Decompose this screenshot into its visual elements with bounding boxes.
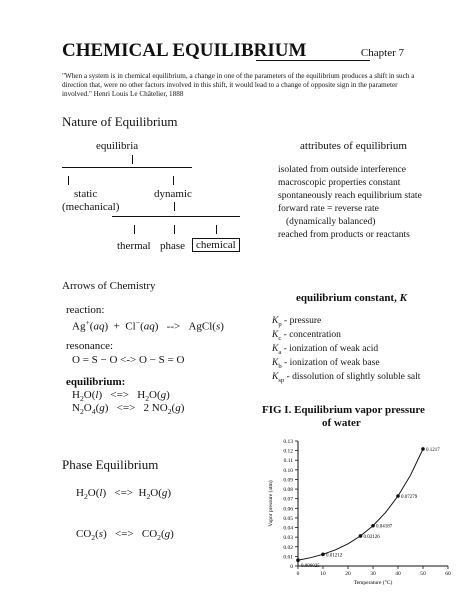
mechanical-label: (mechanical) <box>62 201 120 213</box>
data-point <box>396 494 400 498</box>
constant-item: $K_a$ - ionization of weak acid <box>272 344 379 356</box>
reaction-label: reaction: <box>66 304 105 316</box>
tree-connector <box>173 176 174 185</box>
y-tick-label: 0.04 <box>283 525 293 532</box>
figure-caption: FIG I. Equilibrium vapor pressure <box>262 404 425 416</box>
tree-branch-line <box>112 216 240 217</box>
constant-item: $K_b$ - ionization of weak base <box>272 358 380 370</box>
data-point <box>296 558 300 562</box>
y-axis-label: Vapor pressure (atm) <box>268 480 274 527</box>
tree-connector <box>174 202 175 211</box>
equilibria-label: equilibria <box>96 140 139 152</box>
x-tick-label: 50 <box>420 571 426 577</box>
y-tick-label: 0.12 <box>283 448 293 455</box>
tree-branch-line <box>62 167 192 168</box>
resonance-label: resonance: <box>66 340 114 352</box>
static-label: static <box>74 188 98 200</box>
data-label: 0.07279 <box>401 495 418 501</box>
x-tick-label: 0 <box>296 571 300 577</box>
dynamic-label: dynamic <box>154 188 192 200</box>
attributes-heading: attributes of equilibrium <box>300 140 407 152</box>
data-label: 0.03126 <box>363 534 380 540</box>
title-rule <box>256 60 370 61</box>
arrows-heading: Arrows of Chemistry <box>62 280 156 292</box>
attribute-item: forward rate = reverse rate <box>278 204 379 214</box>
x-tick-label: 10 <box>320 571 326 577</box>
data-label: 0.006025 <box>301 564 320 570</box>
tree-connector <box>134 225 135 234</box>
attribute-item: spontaneously reach equilibrium state <box>278 191 422 201</box>
phase-equation: $H_2O(l)$ <=> $H_2O(g)$ <box>76 487 172 502</box>
y-tick-label: 0.05 <box>283 515 293 522</box>
data-point <box>359 534 363 538</box>
data-point <box>321 553 325 557</box>
le-chatelier-quote: "When a system is in chemical equilibrium, a change in one of the parameters of the equilibrium produces a shift in such a direction that, were no other factors involved in this shift, it would lead to a change of opposite sign in the parameter involved." Henri Louis Le Châtelier, 1888 <box>62 72 415 98</box>
equilibrium-label: equilibrium: <box>66 376 126 388</box>
phase-heading: Phase Equilibrium <box>62 457 159 472</box>
resonance-equation: O = S − O <-> O − S = O <box>72 354 185 366</box>
y-tick-label: 0.09 <box>283 477 293 484</box>
data-label: 0.01212 <box>326 553 343 559</box>
nature-heading: Nature of Equilibrium <box>62 114 178 129</box>
attribute-item: macroscopic properties constant <box>278 178 401 188</box>
chemical-label: chemical <box>192 238 240 252</box>
chapter-label: Chapter 7 <box>360 47 404 59</box>
constant-item: $K_p$ - pressure <box>272 316 322 328</box>
data-label: 0.1217 <box>426 447 440 453</box>
x-tick-label: 20 <box>345 571 351 577</box>
vapor-pressure-chart <box>258 436 458 586</box>
y-tick-label: 0.06 <box>283 506 293 513</box>
constant-item: $K_{sp}$ - dissolution of slightly soluble salt <box>272 372 421 384</box>
phase-equation: $CO_2(s)$ <=> $CO_2(g)$ <box>76 528 174 543</box>
x-tick-label: 60 <box>445 571 451 577</box>
y-tick-label: 0.11 <box>283 458 293 465</box>
figure-caption: of water <box>322 417 361 429</box>
y-tick-label: 0.01 <box>283 554 293 561</box>
x-tick-label: 30 <box>370 571 376 577</box>
data-point <box>421 447 425 451</box>
constant-item: $K_c$ - concentration <box>272 330 341 342</box>
vapor-pressure-curve <box>298 449 423 560</box>
data-label: 0.04187 <box>376 524 393 530</box>
tree-connector <box>216 225 217 234</box>
x-tick-label: 40 <box>395 571 401 577</box>
y-tick-label: 0.02 <box>283 544 293 551</box>
reaction-equation: Ag+(aq) + Cl−(aq) --> AgCl(s) <box>72 318 224 333</box>
attribute-item: (dynamically balanced) <box>286 217 376 227</box>
page-title: CHEMICAL EQUILIBRIUM <box>62 40 307 61</box>
tree-connector <box>68 176 69 185</box>
attribute-item: isolated from outside interference <box>278 165 406 175</box>
x-axis-label: Temperature (°C) <box>353 580 393 586</box>
equilibrium-equation: $H_2O(l)$ <=> $H_2O(g)$ <box>72 389 170 404</box>
y-tick-label: 0 <box>290 564 293 570</box>
attribute-item: reached from products or reactants <box>278 230 410 240</box>
data-point <box>371 524 375 528</box>
tree-connector <box>132 155 133 164</box>
y-tick-label: 0.10 <box>283 467 293 474</box>
y-tick-label: 0.13 <box>283 439 293 445</box>
y-tick-label: 0.03 <box>283 535 293 542</box>
y-tick-label: 0.08 <box>283 487 293 494</box>
constant-heading: equilibrium constant, K <box>296 292 407 304</box>
y-tick-label: 0.07 <box>283 496 293 503</box>
tree-connector <box>174 225 175 234</box>
phase-label: phase <box>160 240 186 252</box>
equilibrium-equation: $N_2O_4(g)$ <=> 2 $NO_2(g)$ <box>72 402 185 417</box>
thermal-label: thermal <box>117 240 151 252</box>
